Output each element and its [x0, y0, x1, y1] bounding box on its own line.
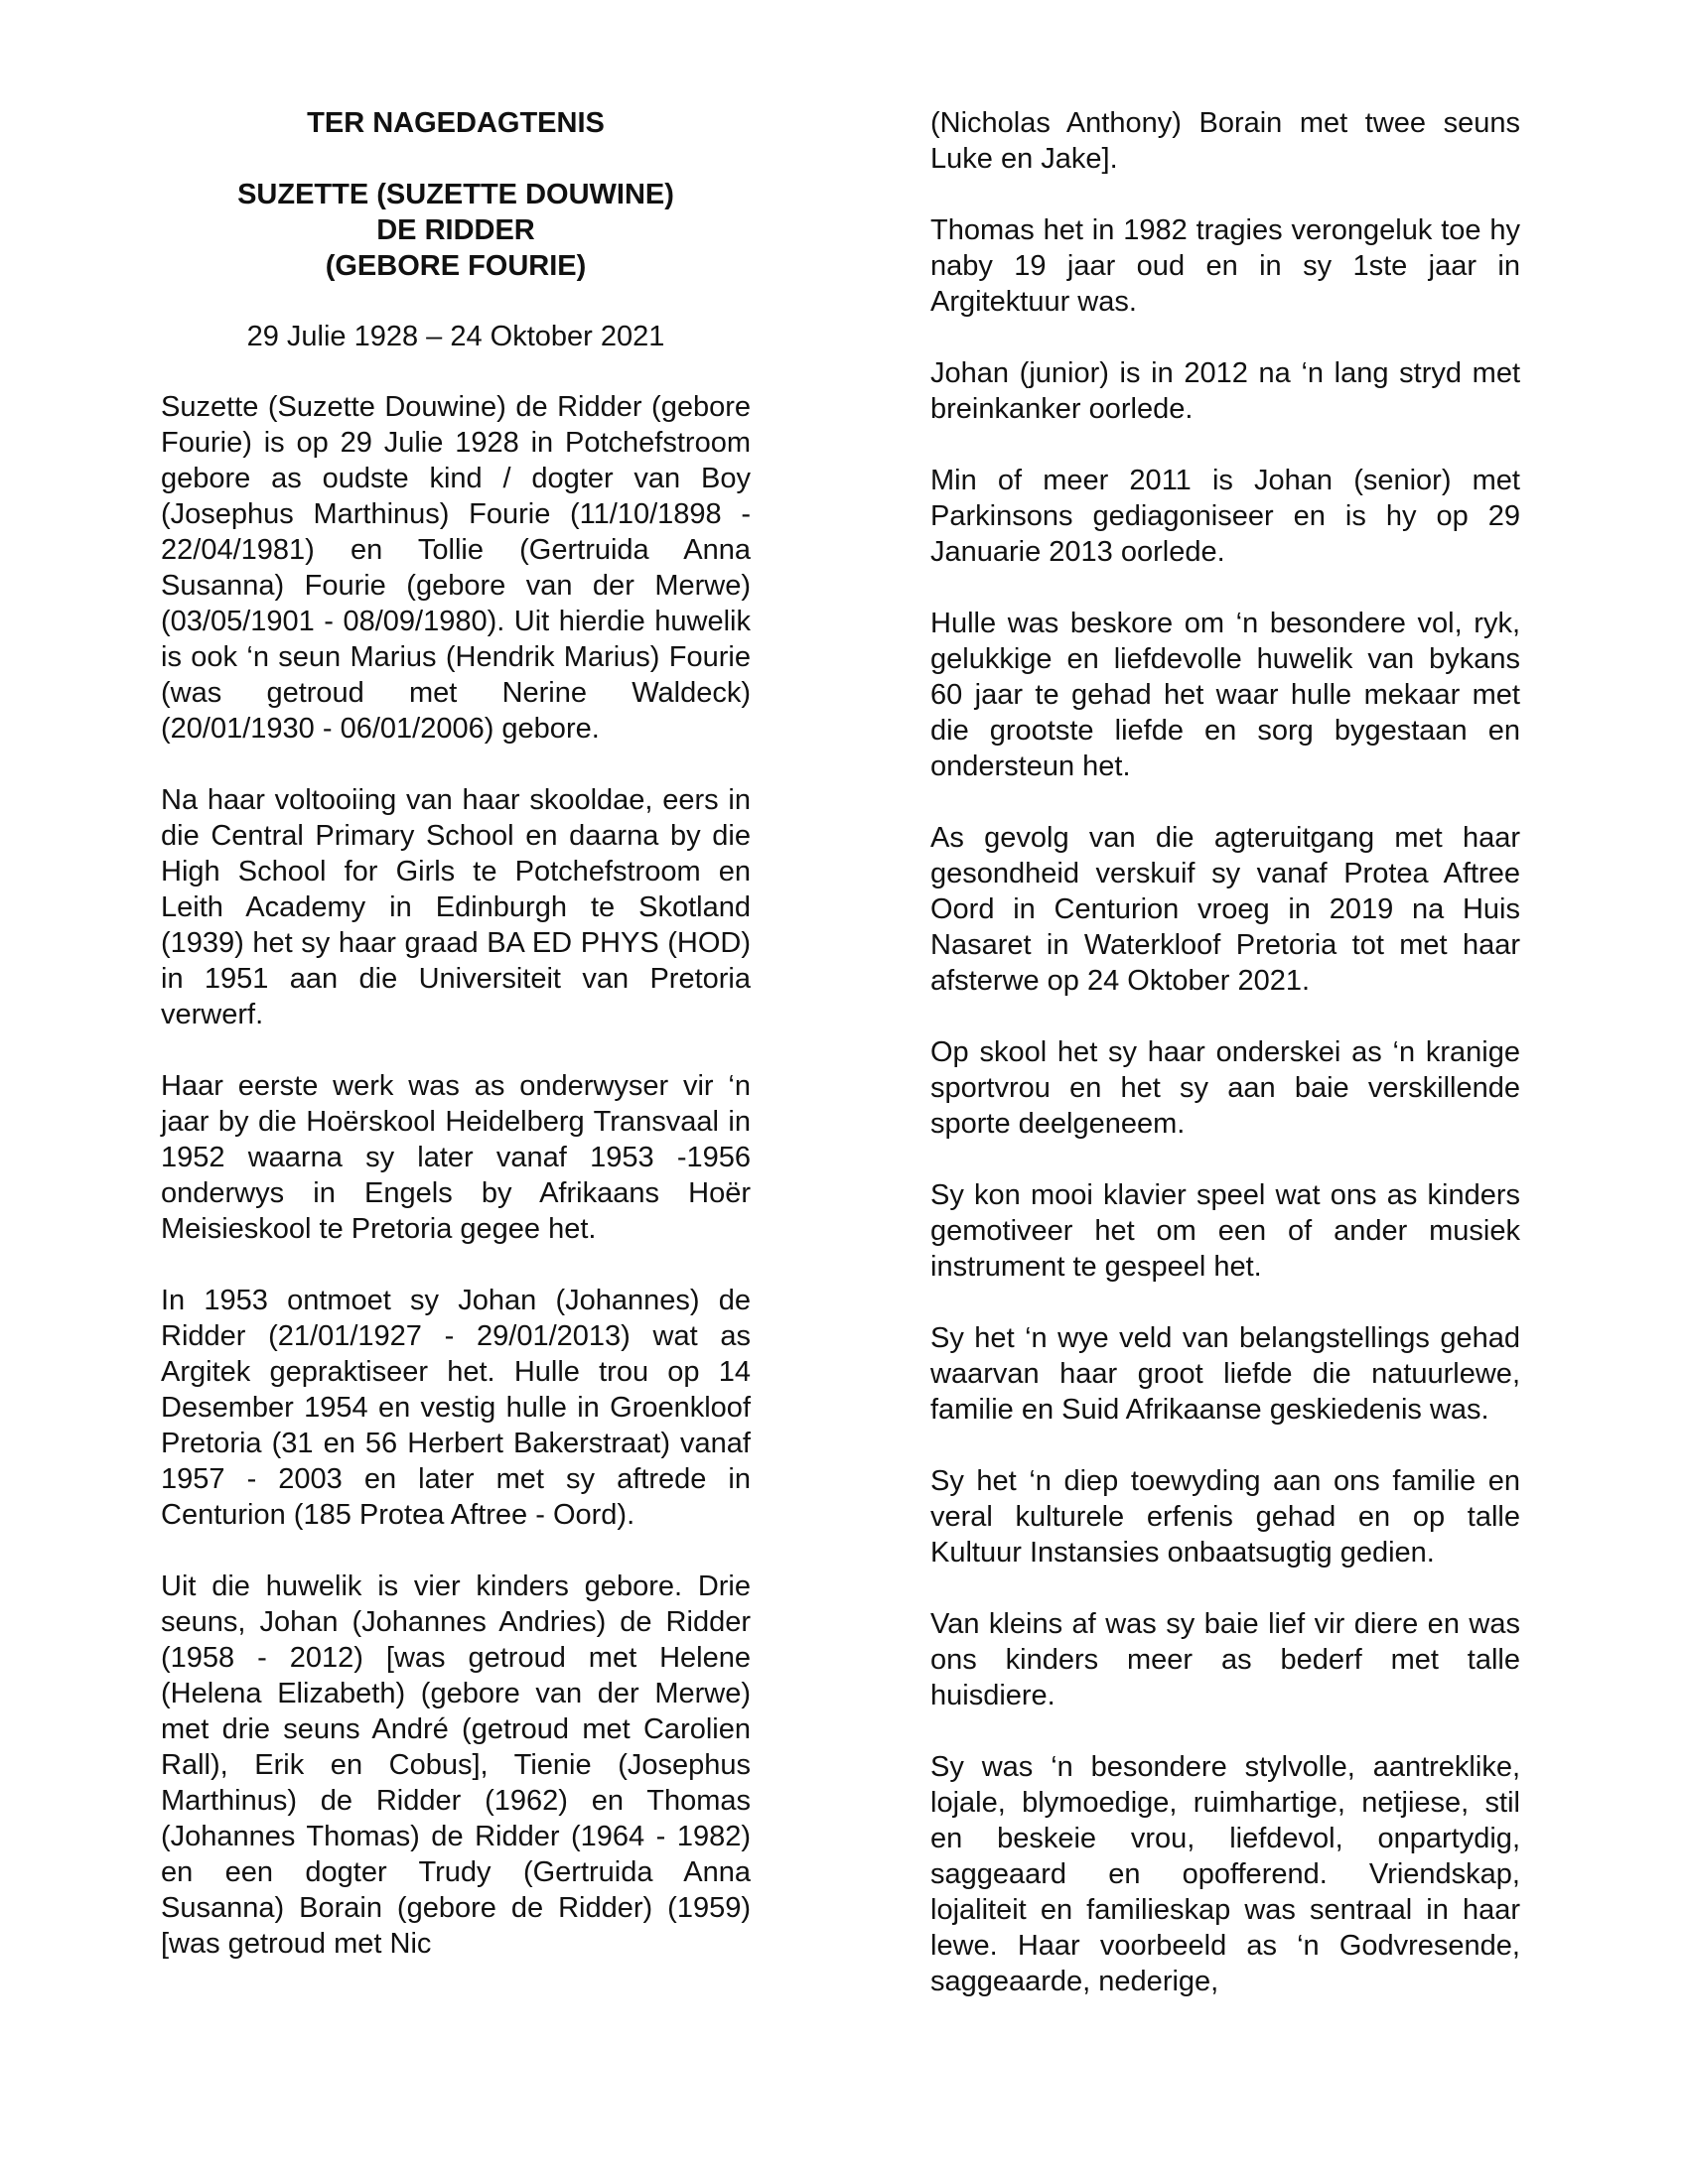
- left-column: [161, 105, 751, 1962]
- memorial-heading: TER NAGEDAGTENIS: [307, 107, 605, 139]
- paragraph: Sy kon mooi klavier speel wat ons as kinders gemotiveer het om een of ander musiek instrument te gespeel het.: [930, 1179, 1520, 1283]
- paragraph: Na haar voltooiing van haar skooldae, eers in die Central Primary School en daarna by die High School for Girls te Potchefstroom en Leith Academy in Edinburgh te Skotland (1939) het sy haar graad BA ED PHYS (HOD) in 1951 aan die Universiteit van Pretoria verwerf.: [161, 784, 751, 1030]
- paragraph: As gevolg van die agteruitgang met haar gesondheid verskuif sy vanaf Protea Aftree Oord in Centurion vroeg in 2019 na Huis Nasaret in Waterkloof Pretoria tot met haar afsterwe op 24 Oktober 2021.: [930, 822, 1520, 997]
- paragraph: (Nicholas Anthony) Borain met twee seuns Luke en Jake].: [930, 107, 1520, 175]
- right-column: [930, 105, 1520, 1999]
- paragraph: Op skool het sy haar onderskei as ‘n kranige sportvrou en het sy aan baie verskillende sporte deelgeneem.: [930, 1036, 1520, 1140]
- paragraph: Suzette (Suzette Douwine) de Ridder (gebore Fourie) is op 29 Julie 1928 in Potchefstroom gebore as oudste kind / dogter van Boy (Josephus Marthinus) Fourie (11/10/1898 - 22/04/1981) en Tollie (Gertruida Anna Susanna) Fourie (gebore van der Merwe) (03/05/1901 - 08/09/1980). Uit hierdie huwelik is ook ‘n seun Marius (Hendrik Marius) Fourie (was getroud met Nerine Waldeck) (20/01/1930 - 06/01/2006) gebore.: [161, 391, 751, 745]
- paragraph: Van kleins af was sy baie lief vir diere en was ons kinders meer as bederf met talle huisdiere.: [930, 1608, 1520, 1711]
- paragraph: Sy het ‘n wye veld van belangstellings gehad waarvan haar groot liefde die natuurlewe, familie en Suid Afrikaanse geskiedenis was.: [930, 1322, 1520, 1426]
- paragraph: Hulle was beskore om ‘n besondere vol, ryk, gelukkige en liefdevolle huwelik van bykans 60 jaar te gehad het waar hulle mekaar met die grootste liefde en sorg bygestaan en ondersteun het.: [930, 608, 1520, 782]
- paragraph: In 1953 ontmoet sy Johan (Johannes) de Ridder (21/01/1927 - 29/01/2013) wat as Argitek gepraktiseer het. Hulle trou op 14 Desember 1954 en vestig hulle in Groenkloof Pretoria (31 en 56 Herbert Bakerstraat) vanaf 1957 - 2003 en later met sy aftrede in Centurion (185 Protea Aftree - Oord).: [161, 1285, 751, 1531]
- name-line: (GEBORE FOURIE): [325, 250, 587, 282]
- paragraph: Johan (junior) is in 2012 na ‘n lang stryd met breinkanker oorlede.: [930, 357, 1520, 425]
- paragraph: Sy het ‘n diep toewyding aan ons familie en veral kulturele erfenis gehad en op talle Kultuur Instansies onbaatsugtig gedien.: [930, 1465, 1520, 1569]
- name-line: DE RIDDER: [376, 214, 535, 246]
- name-line: SUZETTE (SUZETTE DOUWINE): [237, 179, 674, 210]
- paragraph: Uit die huwelik is vier kinders gebore. Drie seuns, Johan (Johannes Andries) de Ridder (1958 - 2012) [was getroud met Helene (Helena Elizabeth) (gebore van der Merwe) met drie seuns André (getroud met Carolien Rall), Erik en Cobus], Tienie (Josephus Marthinus) de Ridder (1962) en Thomas (Johannes Thomas) de Ridder (1964 - 1982) en een dogter Trudy (Gertruida Anna Susanna) Borain (gebore de Ridder) (1959) [was getroud met Nic: [161, 1570, 751, 1960]
- paragraph: Haar eerste werk was as onderwyser vir ‘n jaar by die Hoërskool Heidelberg Transvaal in 1952 waarna sy later vanaf 1953 -1956 onderwys in Engels by Afrikaans Hoër Meisieskool te Pretoria gegee het.: [161, 1070, 751, 1245]
- paragraph: Min of meer 2011 is Johan (senior) met Parkinsons gediagoniseer en is hy op 29 Januarie 2013 oorlede.: [930, 465, 1520, 568]
- paragraph: Thomas het in 1982 tragies verongeluk toe hy naby 19 jaar oud en in sy 1ste jaar in Argitektuur was.: [930, 214, 1520, 318]
- life-dates: 29 Julie 1928 – 24 Oktober 2021: [246, 321, 665, 352]
- paragraph: Sy was ‘n besondere stylvolle, aantreklike, lojale, blymoedige, ruimhartige, netjiese, stil en beskeie vrou, liefdevol, onpartydig, saggeaard en opofferend. Vriendskap, lojaliteit en familieskap was sentraal in haar lewe. Haar voorbeeld as ‘n Godvresende, saggeaarde, nederige,: [930, 1751, 1520, 1997]
